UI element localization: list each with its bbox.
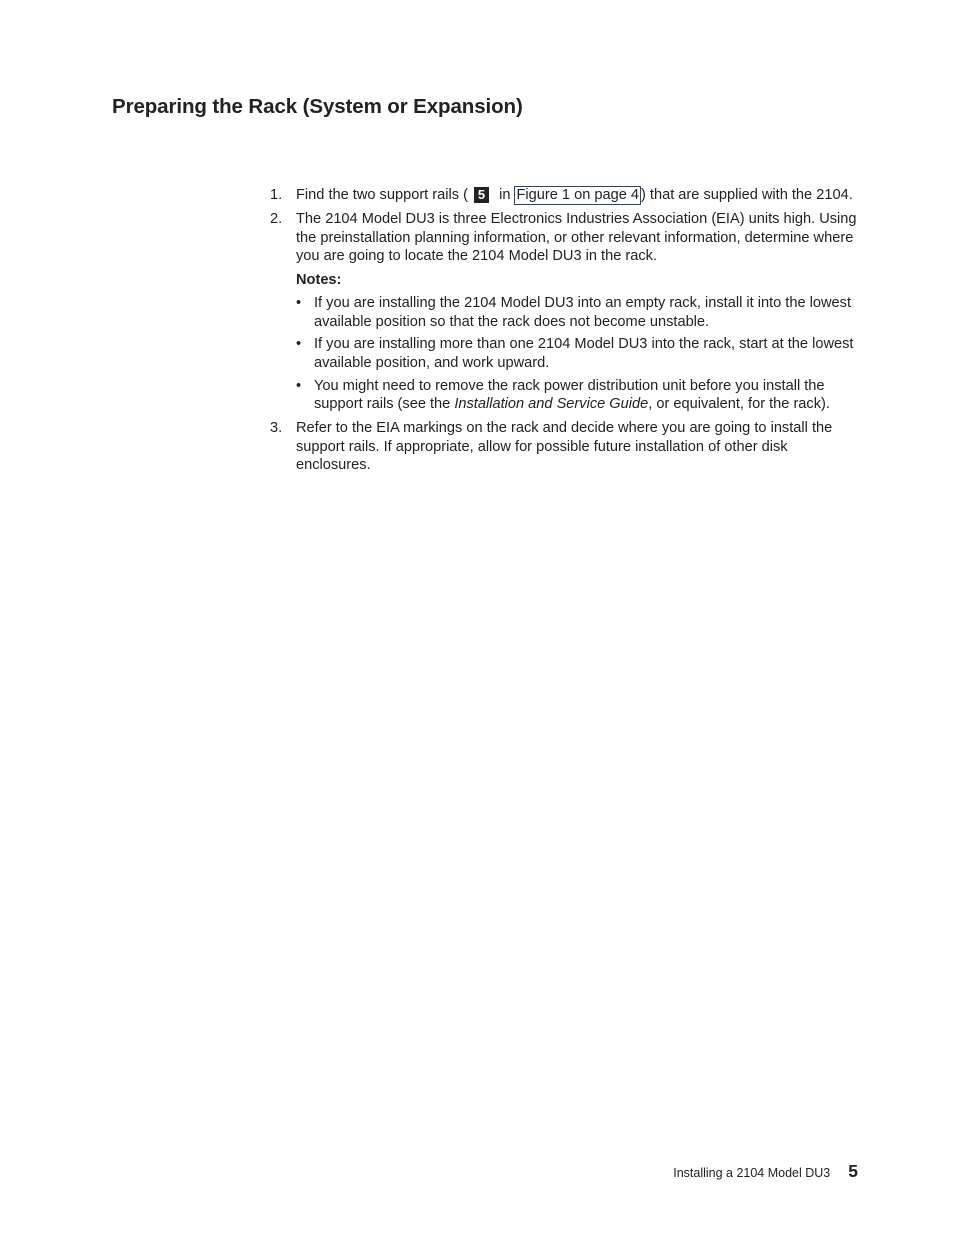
step-text: The 2104 Model DU3 is three Electronics Industries Association (EIA) units high. Using the preinstallation planning information, or other relevant information, determine where you are going to locate the 2104 Model DU3 in the rack. — [296, 211, 857, 265]
notes-list — [296, 294, 863, 414]
step-text-in: in — [495, 187, 515, 203]
page-number: 5 — [848, 1161, 858, 1181]
note-text — [314, 378, 830, 413]
note-item — [296, 335, 863, 372]
step-text-start: Find the two support rails ( — [296, 187, 473, 203]
note-item — [296, 294, 863, 331]
bullet: • — [296, 294, 302, 311]
note-text-end: , or equivalent, for the rack). — [648, 396, 830, 413]
step-number: 2. — [270, 211, 283, 227]
step-3 — [268, 419, 863, 475]
note-item — [296, 377, 863, 414]
step-1 — [268, 186, 863, 205]
page-title: Preparing the Rack (System or Expansion) — [112, 95, 523, 118]
bullet: • — [296, 336, 302, 353]
figure-cross-reference-link[interactable]: Figure 1 on page 4 — [516, 187, 639, 203]
step-text-end: ) that are supplied with the 2104. — [641, 187, 853, 203]
step-2 — [268, 210, 863, 414]
footer-running-title: Installing a 2104 Model DU3 — [673, 1166, 831, 1180]
step-text: Refer to the EIA markings on the rack and decide where you are going to install the support rails. If appropriate, allow for possible future installation of other disk enclosures. — [296, 420, 833, 474]
callout-number: 5 — [474, 187, 489, 203]
note-text: If you are installing the 2104 Model DU3 into an empty rack, install it into the lowest available position so that the rack does not become unstable. — [314, 294, 852, 330]
book-title-emphasis: Installation and Service Guide — [454, 396, 649, 413]
note-text-start: You might need to remove the rack power distribution unit before you install the support rails (see the — [314, 377, 825, 413]
page-footer — [673, 1161, 858, 1182]
step-number: 1. — [270, 187, 283, 203]
procedure-list — [268, 186, 863, 480]
step-number: 3. — [270, 420, 283, 437]
step-text — [296, 186, 863, 205]
note-text: If you are installing more than one 2104 Model DU3 into the rack, start at the lowest available position, and work upward. — [314, 336, 854, 371]
notes-label: Notes: — [296, 272, 342, 289]
bullet: • — [296, 377, 302, 394]
